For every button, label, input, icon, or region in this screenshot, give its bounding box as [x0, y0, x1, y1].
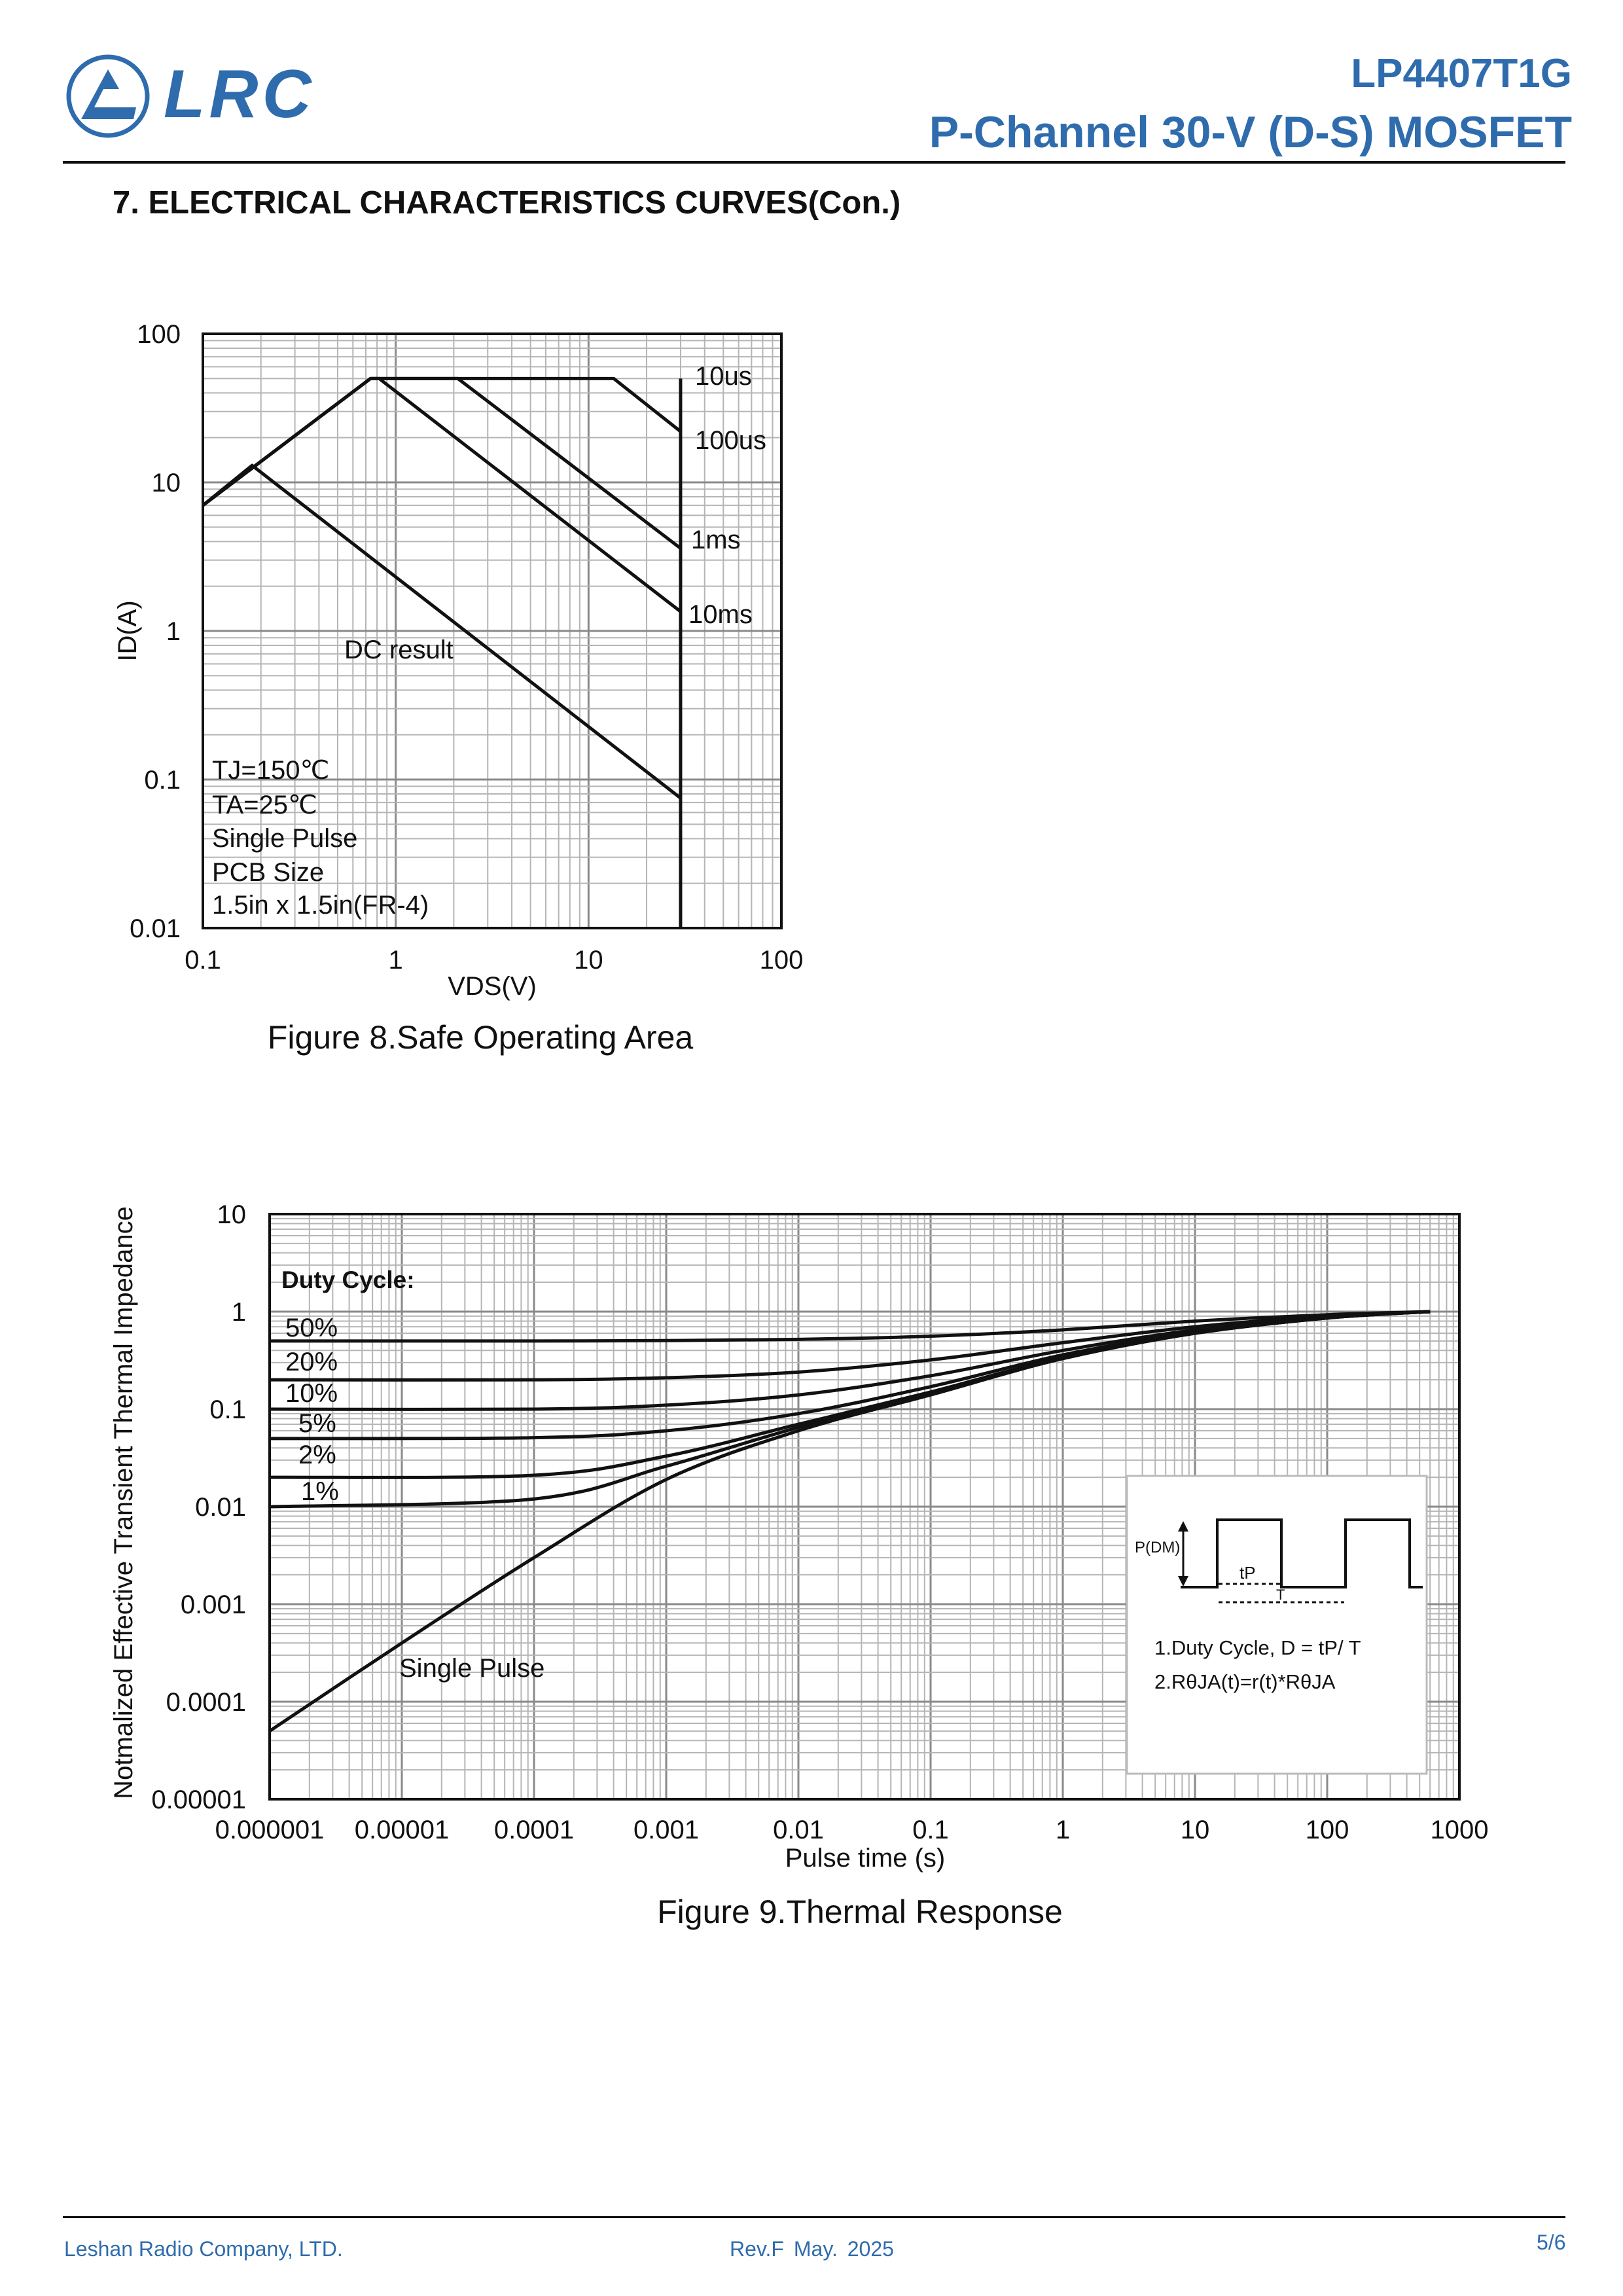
- inset-note-thermal-resistance: 2.RθJA(t)=r(t)*RθJA: [1154, 1670, 1336, 1693]
- company-logo-text: LRC: [164, 56, 315, 132]
- series-line-100us: [203, 378, 681, 548]
- figure-8-y-axis-label: ID(A): [113, 600, 142, 662]
- series-label-single-pulse: Single Pulse: [399, 1654, 545, 1683]
- x-tick-label: 0.000001: [215, 1816, 325, 1844]
- series-label-1ms: 1ms: [691, 526, 741, 554]
- series-label-1pct: 1%: [301, 1477, 339, 1506]
- annotation-pcb-size: PCB Size: [212, 858, 325, 887]
- part-description: P-Channel 30-V (D-S) MOSFET: [929, 107, 1572, 157]
- y-tick-label: 0.1: [209, 1395, 246, 1424]
- inset-label-period: T: [1276, 1587, 1285, 1603]
- x-tick-label: 0.1: [912, 1816, 949, 1844]
- series-label-100us: 100us: [695, 426, 766, 455]
- footer-company: Leshan Radio Company, LTD.: [64, 2237, 343, 2261]
- y-tick-label: 0.001: [180, 1590, 246, 1619]
- footer-revision: Rev.F May. 2025: [730, 2237, 894, 2261]
- y-tick-label: 1: [231, 1298, 246, 1327]
- x-tick-label: 10: [1180, 1816, 1210, 1844]
- x-tick-label: 0.01: [773, 1816, 824, 1844]
- x-tick-label: 1: [1055, 1816, 1071, 1844]
- figure-9-inset-notes: [1127, 1476, 1427, 1774]
- inset-note-duty-cycle: 1.Duty Cycle, D = tP/ T: [1154, 1636, 1361, 1659]
- part-number: LP4407T1G: [1351, 51, 1572, 96]
- y-tick-label: 0.01: [195, 1493, 246, 1522]
- annotation-pcb-dimensions: 1.5in x 1.5in(FR-4): [212, 891, 429, 920]
- series-label-2pct: 2%: [298, 1441, 336, 1469]
- series-label-20pct: 20%: [285, 1348, 338, 1376]
- figure-9-caption: Figure 9.Thermal Response: [657, 1893, 1063, 1930]
- y-tick-label: 1: [166, 617, 181, 646]
- series-label-10pct: 10%: [285, 1379, 338, 1408]
- x-tick-label: 1000: [1430, 1816, 1489, 1844]
- section-title: 7. ELECTRICAL CHARACTERISTICS CURVES(Con.): [113, 185, 901, 221]
- legend-title-duty-cycle: Duty Cycle:: [281, 1266, 415, 1293]
- y-tick-label: 10: [151, 469, 181, 497]
- footer-page-number: 5/6: [1537, 2231, 1566, 2254]
- figure-8-caption: Figure 8.Safe Operating Area: [267, 1019, 694, 1056]
- figure-9-y-axis-label: Notmalized Effective Transient Thermal Impedance: [109, 1206, 138, 1799]
- y-tick-label: 0.0001: [166, 1688, 246, 1717]
- series-label-10us: 10us: [695, 362, 752, 391]
- figure-8-safe-operating-area: [113, 320, 803, 1056]
- series-line-2-: [270, 1312, 1430, 1477]
- x-tick-label: 0.00001: [354, 1816, 450, 1844]
- annotation-tj: TJ=150℃: [212, 756, 330, 785]
- x-tick-label: 100: [1305, 1816, 1349, 1844]
- y-tick-label: 0.1: [144, 766, 181, 795]
- x-tick-label: 0.0001: [493, 1816, 575, 1844]
- series-label-10ms: 10ms: [688, 600, 753, 629]
- series-line-5-: [270, 1312, 1430, 1439]
- figure-9-x-axis-label: Pulse time (s): [785, 1844, 946, 1873]
- x-tick-label: 10: [574, 946, 603, 975]
- figure-9-thermal-response: [109, 1200, 1488, 1930]
- series-line-10us: [203, 378, 681, 505]
- figure-8-x-axis-label: VDS(V): [448, 972, 537, 1001]
- y-tick-label: 0.00001: [151, 1785, 246, 1814]
- x-tick-label: 1: [388, 946, 403, 975]
- annotation-single-pulse: Single Pulse: [212, 824, 358, 853]
- y-tick-label: 100: [137, 320, 181, 349]
- series-label-5pct: 5%: [298, 1409, 336, 1438]
- x-tick-label: 0.1: [185, 946, 221, 975]
- y-tick-label: 10: [217, 1200, 246, 1229]
- inset-label-tp: tP: [1240, 1563, 1256, 1583]
- footer-rule: [63, 2216, 1565, 2218]
- annotation-ta: TA=25℃: [212, 791, 317, 819]
- x-tick-label: 0.001: [633, 1816, 700, 1844]
- x-tick-label: 100: [759, 946, 804, 975]
- inset-label-pdm: P(DM): [1135, 1539, 1181, 1556]
- series-label-50pct: 50%: [285, 1314, 338, 1342]
- series-label-dc-result: DC result: [344, 636, 454, 664]
- y-tick-label: 0.01: [130, 914, 181, 943]
